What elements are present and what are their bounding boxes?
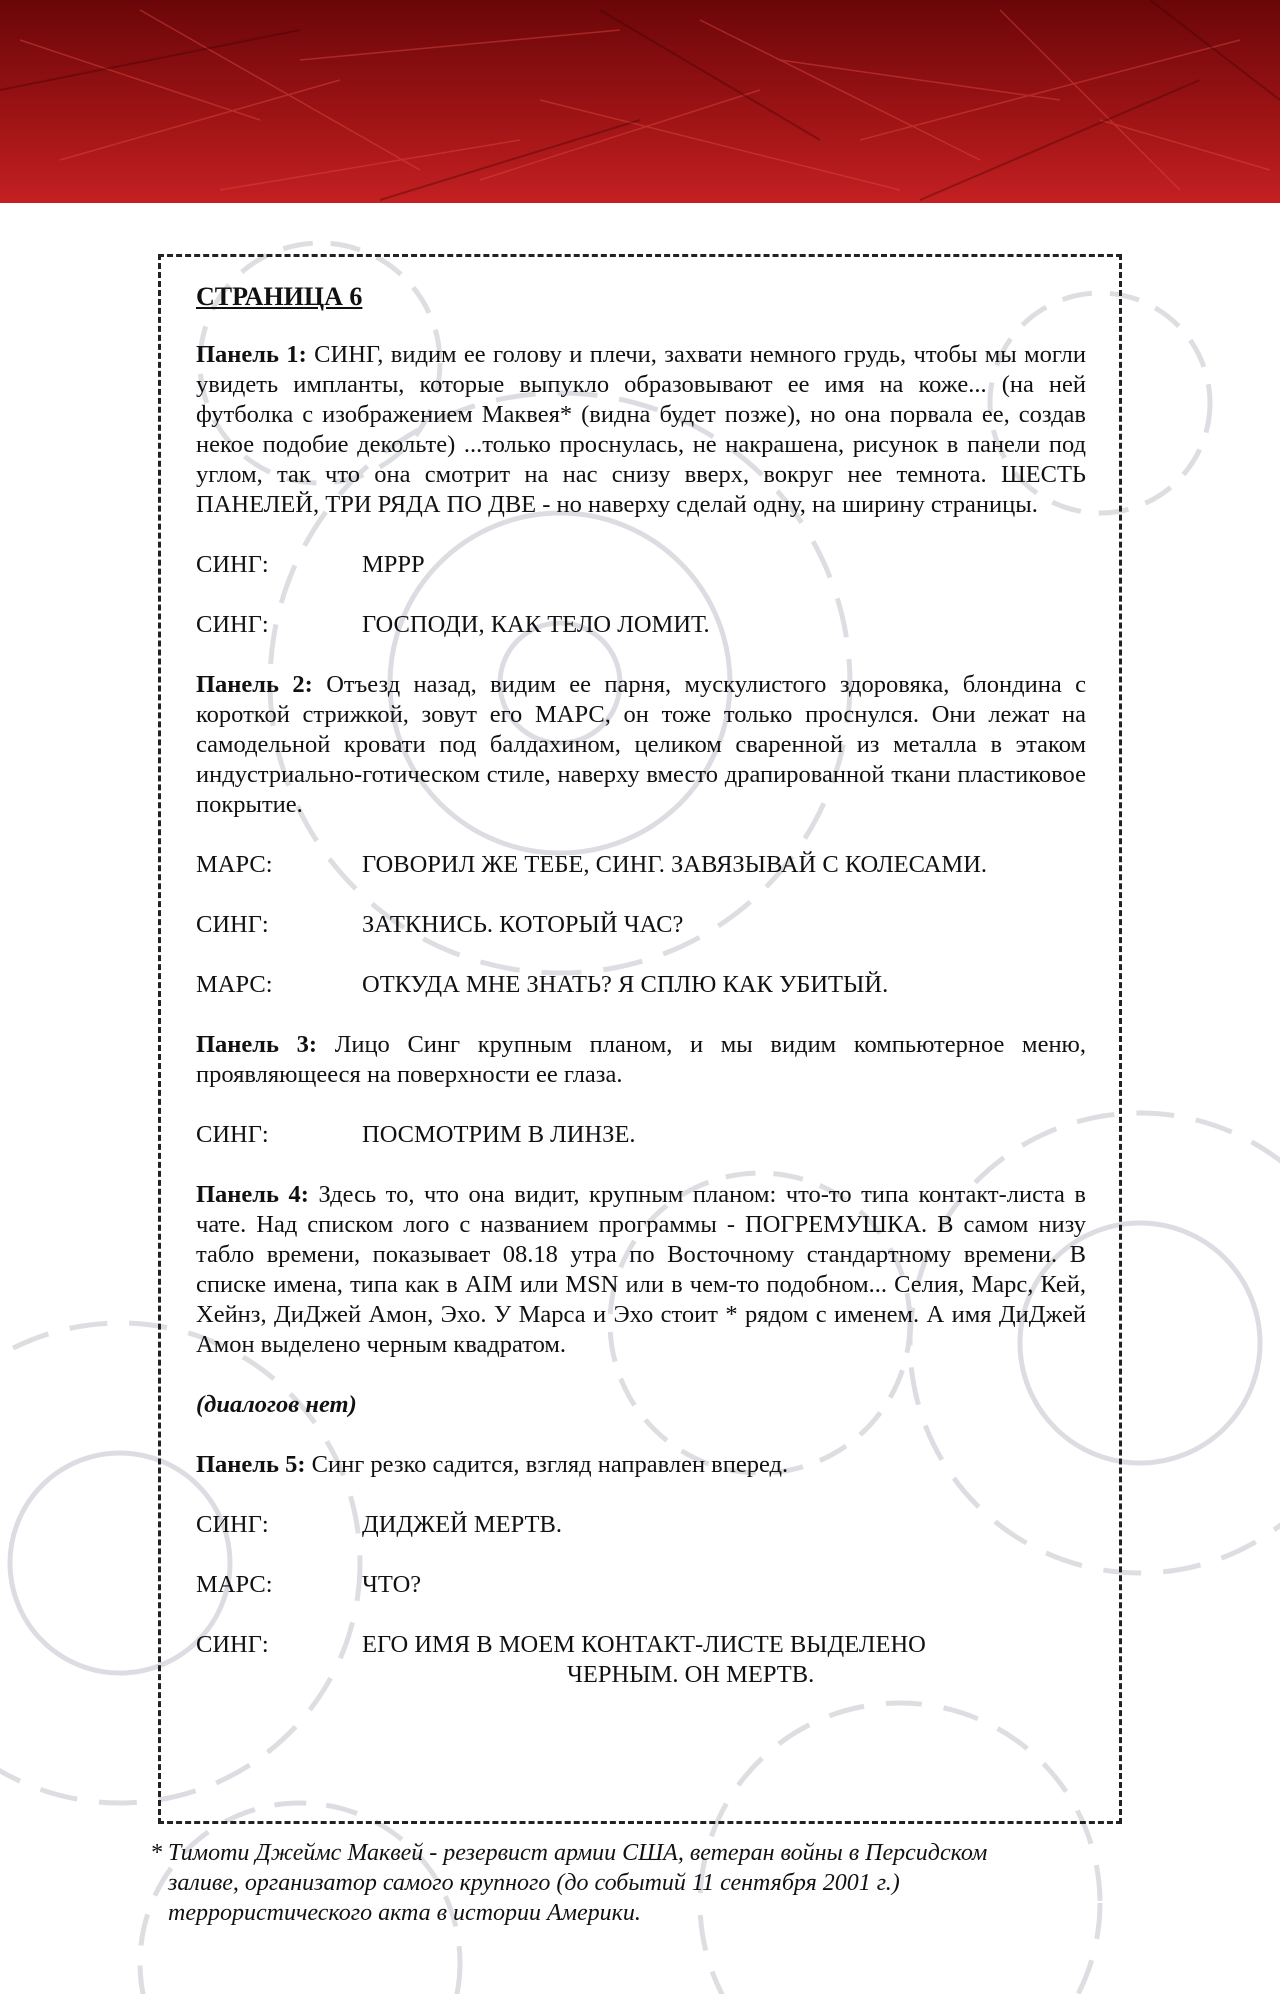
script-page [196, 282, 1086, 1720]
footnote-line-1: * Тимоти Джеймс Маквей - резервист армии США, ветеран войны в Персидском [150, 1840, 988, 1866]
speaker: МАРС: [196, 971, 273, 998]
footnote-line-2: заливе, организатор самого крупного (до событий 11 сентября 2001 г.) [168, 1870, 900, 1896]
speaker: МАРС: [196, 851, 273, 878]
header-texture-band [0, 0, 1280, 203]
panel-text: Здесь то, что она видит, крупным планом: что-то типа контакт-листа в чате. Над списком лого с названием программы - ПОГРЕМУШКА. В самом низу табло времени, показывает 08.18 утра по Восточному стандартному времени. В списке имена, типа как в AIM или MSN или в чем-то подобном... Селия, Марс, Кей, Хейнз, ДиДжей Амон, Эхо. У Марса и Эхо стоит * рядом с именем. А имя ДиДжей Амон выделено черным квадратом. [196, 1181, 1086, 1358]
dialogue-text: ОТКУДА МНЕ ЗНАТЬ? Я СПЛЮ КАК УБИТЫЙ. [362, 971, 889, 998]
dialogue-line [196, 1120, 1086, 1150]
speaker: СИНГ: [196, 911, 269, 938]
dialogue-line [196, 610, 1086, 640]
dialogue-line [196, 910, 1086, 940]
speaker: СИНГ: [196, 1631, 269, 1658]
panel-label: Панель 4: [196, 1181, 309, 1208]
panel-text: Синг резко садится, взгляд направлен вперед. [311, 1451, 789, 1478]
speaker: МАРС: [196, 1571, 273, 1598]
speaker: СИНГ: [196, 611, 269, 638]
panel-label: Панель 2: [196, 671, 313, 698]
footnote [150, 1838, 1140, 1928]
panel-label: Панель 3: [196, 1031, 318, 1058]
dialogue-text [362, 1630, 1086, 1690]
dialogue-text: ЗАТКНИСЬ. КОТОРЫЙ ЧАС? [362, 911, 684, 938]
page-title: СТРАНИЦА 6 [196, 282, 363, 311]
panel-text: СИНГ, видим ее голову и плечи, захвати немного грудь, чтобы мы могли увидеть импланты, которые выпукло образовывают ее имя на коже... (на ней футболка с изображением Маквея* (видна будет позже), но она порвала ее, создав некое подобие декольте) ...только проснулась, не накрашена, рисунок в панели под углом, так что она смотрит на нас снизу вверх, вокруг нее темнота. ШЕСТЬ ПАНЕЛЕЙ, ТРИ РЯДА ПО ДВЕ - но наверху сделай одну, на ширину страницы. [196, 341, 1086, 518]
panel-text: Отъезд назад, видим ее парня, мускулистого здоровяка, блондина с короткой стрижкой, зовут его МАРС, он тоже только проснулся. Они лежат на самодельной кровати под балдахином, целиком сваренной из металла в этаком индустриально-готическом стиле, наверху вместо драпированной ткани пластиковое покрытие. [196, 671, 1086, 818]
panel-2-description [196, 670, 1086, 820]
dialogue-text-line-1: ЕГО ИМЯ В МОЕМ КОНТАКТ-ЛИСТЕ ВЫДЕЛЕНО [362, 1631, 926, 1658]
dialogue-line [196, 550, 1086, 580]
dialogue-text: ГОСПОДИ, КАК ТЕЛО ЛОМИТ. [362, 611, 710, 638]
panel-label: Панель 5: [196, 1451, 306, 1478]
panel-3-description [196, 1030, 1086, 1090]
no-dialogue-note: (диалогов нет) [196, 1391, 357, 1418]
panel-4-description [196, 1180, 1086, 1360]
panel-label: Панель 1: [196, 341, 307, 368]
dialogue-line [196, 850, 1086, 880]
dialogue-line [196, 1630, 1086, 1690]
dialogue-text: ГОВОРИЛ ЖЕ ТЕБЕ, СИНГ. ЗАВЯЗЫВАЙ С КОЛЕСАМИ. [362, 851, 988, 878]
speaker: СИНГ: [196, 1121, 269, 1148]
dialogue-line [196, 970, 1086, 1000]
scratch-texture [0, 0, 1280, 203]
panel-5-description [196, 1450, 1086, 1480]
dialogue-text: ЧТО? [362, 1571, 422, 1598]
dialogue-text-line-2: ЧЕРНЫМ. ОН МЕРТВ. [567, 1661, 815, 1688]
panel-text: Лицо Синг крупным планом, и мы видим компьютерное меню, проявляющееся на поверхности ее глаза. [196, 1031, 1086, 1088]
dialogue-line [196, 1570, 1086, 1600]
speaker: СИНГ: [196, 1511, 269, 1538]
dialogue-text: МРРР [362, 551, 425, 578]
speaker: СИНГ: [196, 551, 269, 578]
footnote-line-3: террористического акта в истории Америки. [168, 1900, 641, 1926]
dialogue-text: ПОСМОТРИМ В ЛИНЗЕ. [362, 1121, 636, 1148]
dialogue-line [196, 1510, 1086, 1540]
dialogue-text: ДИДЖЕЙ МЕРТВ. [362, 1511, 562, 1538]
panel-1-description [196, 340, 1086, 520]
